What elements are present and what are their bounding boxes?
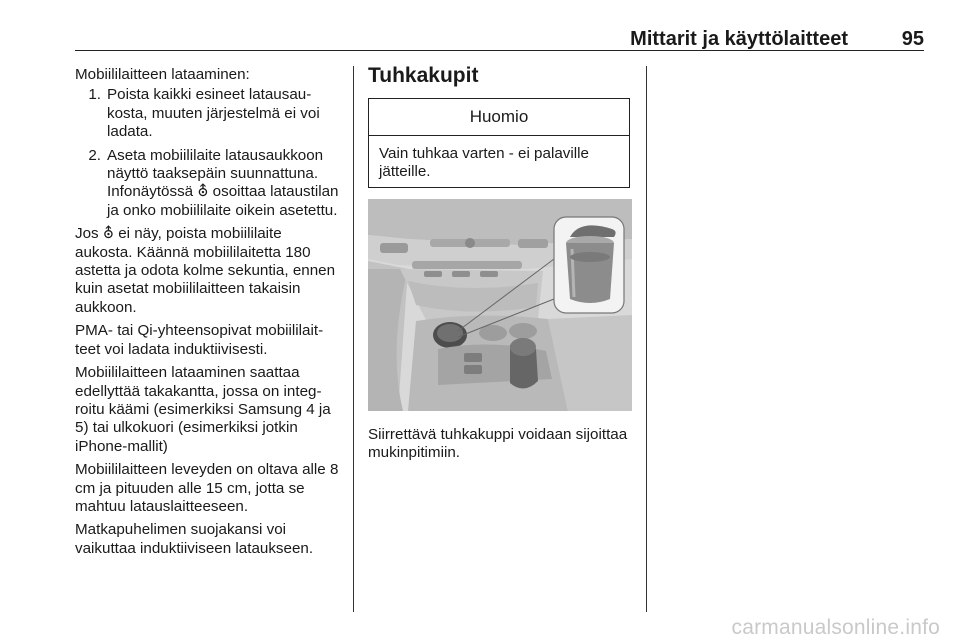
watermark-text: carmanualsonline.info <box>731 616 940 639</box>
column-divider <box>353 66 354 612</box>
notice-heading: Huomio <box>369 99 629 136</box>
list-item <box>75 147 343 221</box>
step-number: 1. <box>88 86 101 104</box>
paragraph: Matkapuhelimen suojakansi voi vaikuttaa induktiiviseen lataukseen. <box>75 521 314 557</box>
paragraph: Mobiililaitteen leveyden on oltava alle 8 cm ja pituuden alle 15 cm, jotta se mahtuu latauslaitteeseen. <box>75 461 339 515</box>
steps-list <box>75 86 343 220</box>
step-text: Poista kaikki esineet latausaukosta, muuten järjestelmä ei voi ladata. <box>107 86 320 141</box>
paragraph: Mobiililaitteen lataaminen saattaa edellyttää takakantta, jossa on integroitu käämi (esimerkiksi Samsung 4 ja 5) tai ulkokuori (esimerkiksi jotkin iPhone-mallit) <box>75 364 331 455</box>
ashtray-illustration <box>368 199 632 411</box>
page-header-title: Mittarit ja käyttölaitteet <box>630 28 848 50</box>
step-number: 2. <box>88 146 101 164</box>
section-title: Tuhkakupit <box>368 64 479 87</box>
notice-box <box>368 98 630 188</box>
page-number: 95 <box>901 28 924 50</box>
intro-text: Mobiililaitteen lataaminen: <box>75 66 250 83</box>
notice-body: Vain tuhkaa varten - ei palaville jätteille. <box>379 145 589 181</box>
paragraph: Jos ⛢ ei näy, poista mobiililaite aukosta. Käännä mobiililaitetta 180 astetta ja odota kolme sekuntia, ennen kuin asetat mobiililaitteen takaisin aukkoon. <box>75 225 336 316</box>
step-text: Aseta mobiililaite latausaukkoon näyttö taaksepäin suunnattuna. Infonäytössä ⛢ osoittaa lataustilan ja onko mobiililaite oikein asetettu. <box>107 146 339 219</box>
figure-caption: Siirrettävä tuhkakuppi voidaan sijoittaa mukinpitimiin. <box>368 426 628 462</box>
paragraph: PMA- tai Qi-yhteensopivat mobiililaitteet voi ladata induktiivisesti. <box>75 322 324 358</box>
list-item <box>75 86 343 141</box>
column-divider <box>646 66 647 612</box>
left-column <box>75 66 343 563</box>
header-rule <box>75 50 924 51</box>
